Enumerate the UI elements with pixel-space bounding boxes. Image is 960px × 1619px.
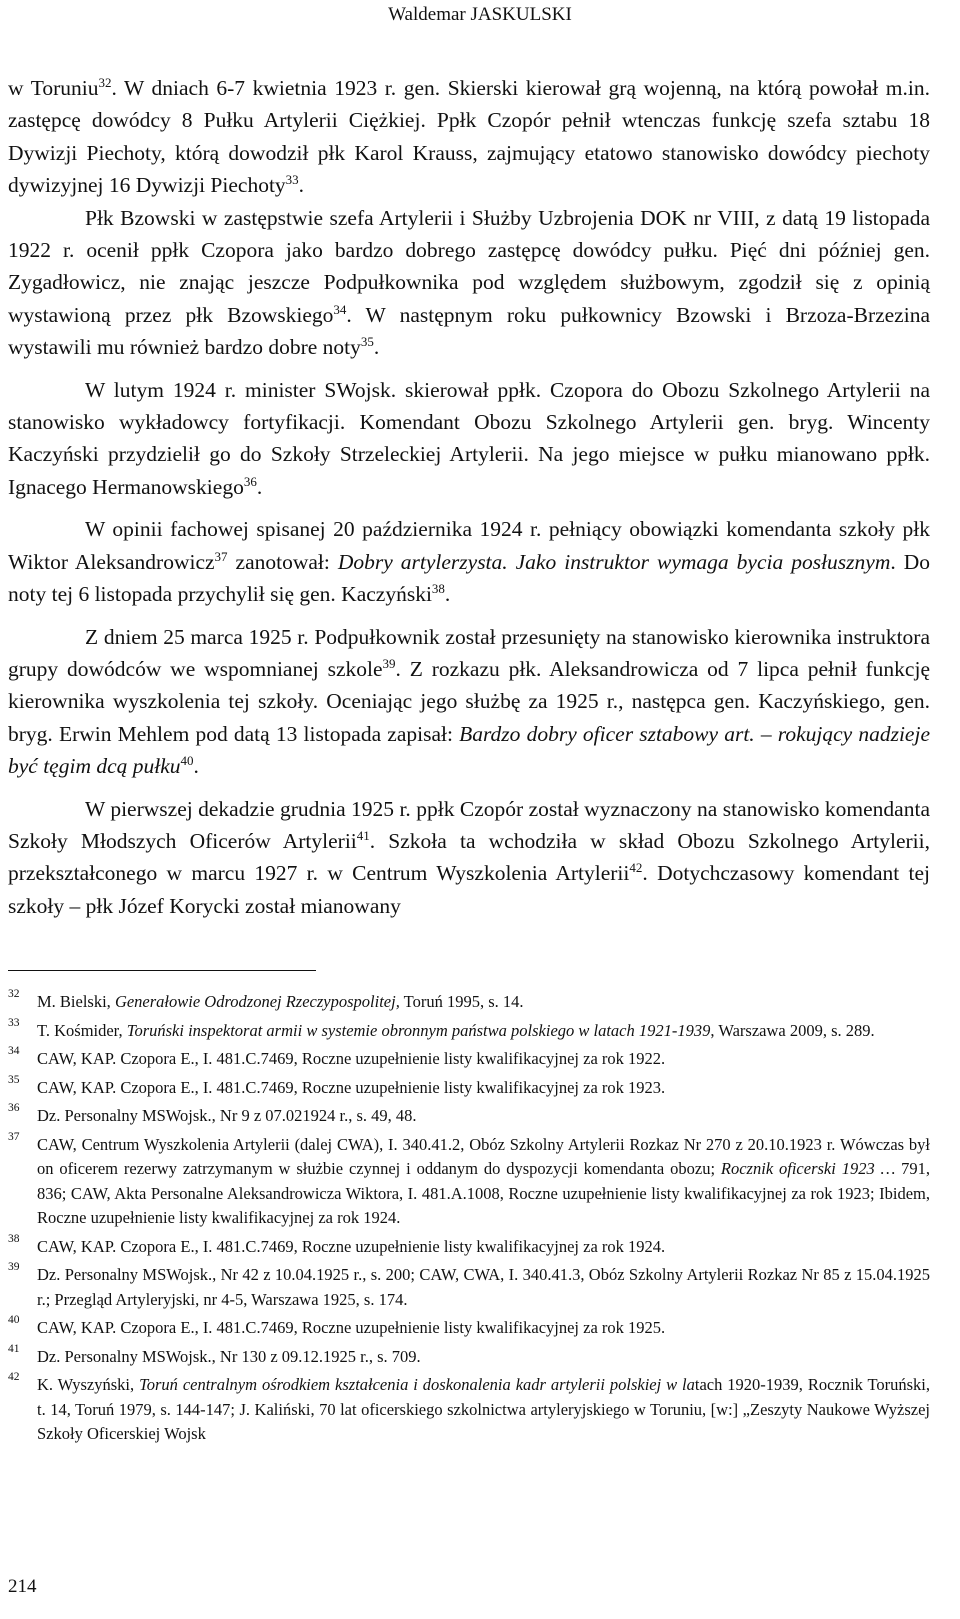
text-run: w Toruniu [8, 76, 99, 100]
footnote-ref: 37 [214, 548, 228, 564]
footnote-number: 37 [8, 1130, 20, 1143]
text-run: . [298, 173, 305, 198]
text-run: Dz. Personalny MSWojsk., Nr 130 z 09.12.1925 r., s. 709. [37, 1346, 421, 1366]
italic-text: Toruń centralnym ośrodkiem kształcenia i doskonalenia kadr artylerii polskiej w la [139, 1375, 695, 1394]
paragraph [8, 793, 930, 923]
text-run: . [373, 335, 380, 360]
text-run: CAW, KAP. Czopora E., I. 481.C.7469, Roczne uzupełnienie listy kwalifikacyjnej za rok 1924. [37, 1236, 666, 1256]
text-run: . [256, 474, 263, 499]
footnote-number: 34 [8, 1045, 20, 1057]
footnote [8, 1263, 930, 1312]
text-run: . W następnym roku pułkownicy Bzowski i Brzoza-Brzezina wystawili mu również bardzo dobre noty [8, 302, 930, 360]
footnote-ref: 42 [629, 860, 643, 876]
text-run: . Dotychczasowy komendant tej szkoły – płk Józef Korycki został mianowany [8, 861, 930, 918]
footnote-ref: 33 [285, 172, 299, 188]
italic-text: Dobry artylerzysta. Jako instruktor wymaga bycia posłusznym [337, 549, 891, 574]
italic-text: Generałowie Odrodzonej Rzeczypospolitej, [114, 992, 400, 1011]
footnote-number: 38 [8, 1232, 20, 1245]
text-run: M. Bielski, [37, 992, 115, 1011]
text-run: W opinii fachowej spisanej 20 października 1924 r. pełniący obowiązki komendanta szkoły płk Wiktor Aleksandrowicz [8, 517, 930, 574]
footnote [8, 1373, 930, 1447]
footnote [8, 1073, 930, 1101]
text-run: W pierwszej dekadzie grudnia 1925 r. ppłk Czopór został wyznaczony na stanowisko komendanta Szkoły Młodszych Oficerów Artylerii [8, 796, 930, 853]
footnote-number: 42 [8, 1371, 20, 1383]
text-run: . W dniach 6-7 kwietnia 1923 r. gen. Skierski kierował grą wojenną, na którą powołał m.in. zastępcę dowódcy 8 Pułku Artylerii Ciężkiej. Ppłk Czopór pełnił wtenczas funkcję szefa sztabu 18 Dywizji Piechoty, którą dowodził płk Karol Krauss, zajmujący etatowo stanowisko dowódcy piechoty dywizyjnej 16 Dywizji Piechoty [8, 76, 930, 198]
paragraph [8, 202, 930, 364]
footnotes [8, 990, 930, 1451]
footnote-ref: 35 [360, 334, 374, 350]
footnote-separator [8, 970, 316, 971]
running-header: Waldemar JASKULSKI [388, 4, 572, 25]
footnote-number: 32 [8, 988, 20, 1000]
text-run: . Z rozkazu płk. Aleksandrowicza od 7 lipca pełnił funkcję kierownika wyszkolenia tej szkoły. Oceniając jego służbę za 1925 r., następca gen. Kaczyńskiego, gen. bryg. Erwin Mehlem pod datą 13 listopada zapisał: [8, 656, 930, 746]
footnote-number: 41 [8, 1342, 20, 1355]
footnote [8, 1130, 930, 1231]
footnote [8, 1016, 930, 1044]
footnote-ref: 36 [243, 473, 257, 489]
text-run: . [444, 582, 451, 607]
footnote-ref: 34 [333, 301, 347, 317]
text-run: Z dniem 25 marca 1925 r. Podpułkownik został przesunięty na stanowisko kierownika instruktora grupy dowódców we wspomnianej szkole [8, 624, 930, 681]
text-run: zanotował: [227, 549, 338, 574]
footnote [8, 1047, 930, 1072]
text-run: . Do noty tej 6 listopada przychylił się gen. Kaczyński [8, 549, 930, 607]
footnote-ref: 39 [382, 655, 396, 671]
text-run: K. Wyszyński, [37, 1375, 140, 1394]
paragraph [8, 374, 930, 504]
text-run: 791, 836; CAW, Akta Personalne Aleksandrowicza Wiktora, I. 481.A.1008, Roczne uzupełnienie listy kwalifikacyjnej za rok 1923; Ibidem, Roczne uzupełnienie listy kwalifikacyjnej za rok 1924. [37, 1159, 930, 1227]
text-run: W lutym 1924 r. minister SWojsk. skierował ppłk. Czopora do Obozu Szkolnego Artylerii na stanowisko wykładowcy fortyfikacji. Komendant Obozu Szkolnego Artylerii gen. bryg. Wincenty Kaczyński przydzielił go do Szkoły Strzeleckiej Artylerii. Na jego miejsce w pułku mianowano ppłk. Ignacego Hermanowskiego [8, 377, 930, 499]
text-run: T. Kośmider, [37, 1020, 127, 1040]
page-number: 214 [8, 1576, 37, 1597]
text-run: . [193, 754, 199, 779]
footnote [8, 1232, 930, 1260]
text-run: Dz. Personalny MSWojsk., Nr 42 z 10.04.1925 r., s. 200; CAW, CWA, I. 340.41.3, Obóz Szkolny Artylerii Rozkaz Nr 85 z 15.04.1925 r.; Przegląd Artyleryjski, nr 4-5, Warszawa 1925, s. 174. [37, 1265, 930, 1309]
text-run: Toruń 1995, s. 14. [399, 992, 524, 1011]
footnote-number: 40 [8, 1314, 20, 1326]
footnote-number: 36 [8, 1102, 20, 1114]
paragraph [8, 621, 930, 783]
footnote-ref: 41 [356, 827, 370, 843]
paragraph [8, 513, 930, 610]
text-run: tach 1920-1939, Rocznik Toruński, t. 14, Toruń 1979, s. 144-147; J. Kaliński, 70 lat oficerskiego szkolnictwa artyleryjskiego w Toruniu, [w:] „Zeszyty Naukowe Wyższej Szkoły Oficerskiej Wojsk [37, 1375, 931, 1443]
footnote [8, 990, 930, 1015]
italic-text: Bardzo dobry oficer sztabowy art. – rokujący nadzieje być tęgim dcą pułku [8, 721, 930, 779]
italic-text: Rocznik oficerski 1923 … [720, 1159, 896, 1178]
italic-text: Toruński inspektorat armii w systemie obronnym państwa polskiego w latach 1921-1939 [126, 1020, 711, 1040]
text-run: CAW, KAP. Czopora E., I. 481.C.7469, Roczne uzupełnienie listy kwalifikacyjnej za rok 1925. [37, 1318, 666, 1337]
footnote-number: 35 [8, 1073, 20, 1086]
paragraph [8, 72, 930, 202]
footnote [8, 1104, 930, 1129]
text-run: Dz. Personalny MSWojsk., Nr 9 z 07.021924 r., s. 49, 48. [37, 1106, 417, 1125]
footnote-ref: 32 [98, 75, 112, 90]
text-run: , Warszawa 2009, s. 289. [710, 1020, 875, 1040]
footnote [8, 1342, 930, 1370]
footnote-number: 33 [8, 1016, 20, 1029]
text-run: Płk Bzowski w zastępstwie szefa Artylerii i Służby Uzbrojenia DOK nr VIII, z datą 19 listopada 1922 r. ocenił ppłk Czopora jako bardzo dobrego zastępcę dowódcy pułku. Pięć dni później gen. Zygadłowicz, nie znając jeszcze Podpułkownika pod względem służbowym, zgodził się z opinią wystawioną przez płk Bzowskiego [8, 205, 930, 327]
footnote-number: 39 [8, 1261, 20, 1273]
body-text [8, 72, 930, 922]
text-run: . Szkoła ta wchodziła w skład Obozu Szkolnego Artylerii, przekształconego w marcu 1927 r. w Centrum Wyszkolenia Artylerii [8, 828, 930, 886]
text-run: CAW, KAP. Czopora E., I. 481.C.7469, Roczne uzupełnienie listy kwalifikacyjnej za rok 1923. [37, 1077, 666, 1097]
text-run: CAW, Centrum Wyszkolenia Artylerii (dalej CWA), I. 340.41.2, Obóz Szkolny Artylerii Rozkaz Nr 270 z 20.10.1923 r. Wówczas był on oficerem rezerwy zatrzymanym w służbie czynnej i oddanym do dyspozycji komendanta obozu; [37, 1134, 930, 1178]
footnote [8, 1316, 930, 1341]
footnote-ref: 38 [431, 581, 445, 597]
footnote-ref: 40 [180, 753, 194, 769]
text-run: CAW, KAP. Czopora E., I. 481.C.7469, Roczne uzupełnienie listy kwalifikacyjnej za rok 1922. [37, 1049, 666, 1068]
